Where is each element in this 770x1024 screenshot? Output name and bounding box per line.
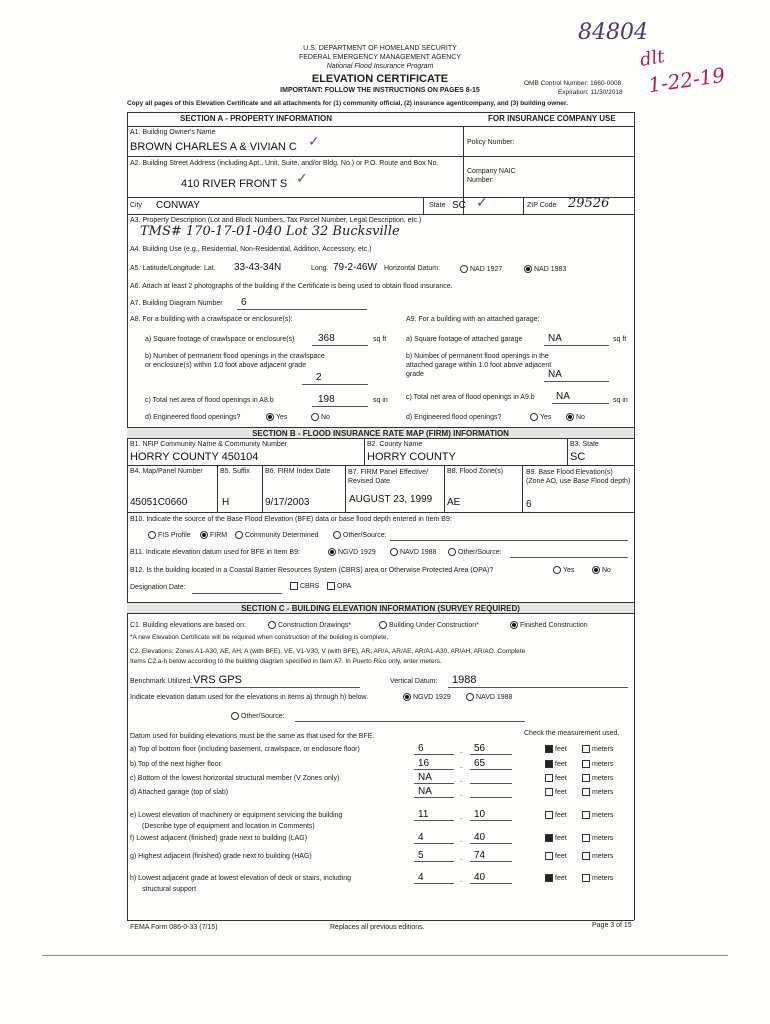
unit-meters-option[interactable]: meters (582, 760, 613, 768)
state-value: SC (452, 200, 466, 211)
elevation-feet-value: 16 (418, 758, 430, 769)
elevation-row-label: h) Lowest adjacent grade at lowest elevation of deck or stairs, including (130, 875, 352, 882)
elevation-inches-value: 56 (474, 743, 486, 754)
naic-label: Company NAIC Number: (467, 168, 516, 184)
a9d-yes-option[interactable]: Yes (530, 413, 551, 421)
c1-drawings-option[interactable]: Construction Drawings* (268, 621, 351, 629)
unit-meters-option[interactable]: meters (582, 834, 613, 842)
elevation-feet-value: 5 (418, 850, 424, 861)
important-note: IMPORTANT: FOLLOW THE INSTRUCTIONS ON PAGES 8-15 (280, 87, 480, 94)
checkbox-feet[interactable] (545, 774, 553, 782)
elevation-feet-value: 4 (418, 832, 424, 843)
longitude-label: Long. (311, 265, 329, 272)
radio-c-ngvd[interactable] (403, 693, 411, 701)
c-navd-option[interactable]: NAVD 1988 (466, 693, 512, 701)
a9a-label: a) Square footage of attached garage (406, 336, 523, 343)
cbrs-option[interactable]: CBRS (290, 582, 319, 590)
a8d-yes-option[interactable]: Yes (266, 413, 287, 421)
elevation-feet-value: NA (418, 786, 432, 797)
b6-firm-index-date: 9/17/2003 (265, 497, 310, 508)
a9b-label: b) Number of permanent flood openings in the attached garage within 1.0 foot above adjacent grade (406, 353, 552, 378)
b9-bfe: 6 (526, 499, 532, 510)
b5-suffix: H (222, 497, 230, 508)
benchmark-value: VRS GPS (193, 674, 242, 686)
radio-nad-1983[interactable] (524, 265, 532, 273)
b12-no-option[interactable]: No (592, 566, 611, 574)
elevation-feet-value: 4 (418, 872, 424, 883)
b5-label: B5. Suffix (220, 468, 250, 475)
state-label: State (429, 202, 446, 209)
city-value: CONWAY (156, 200, 200, 211)
unit-feet-option[interactable]: feet (545, 874, 567, 882)
b2-county: HORRY COUNTY (367, 451, 456, 463)
c-ngvd-option[interactable]: NGVD 1929 (403, 693, 451, 701)
city-label: City (130, 202, 143, 209)
elevation-row-label: b) Top of the next higher floor (130, 761, 221, 768)
unit-feet-option[interactable]: feet (545, 834, 567, 842)
a8b-value: 2 (316, 372, 322, 383)
c1-label: C1. Building elevations are based on: (130, 622, 246, 629)
unit-feet-option[interactable]: feet (545, 811, 567, 819)
elevation-row-label: a) Top of bottom floor (including basement, crawlspace, or enclosure floor) (130, 746, 360, 753)
handwritten-initials: dlt (638, 46, 667, 71)
elevation-row-label-2: structural support (142, 886, 197, 893)
checkbox-feet[interactable] (545, 745, 553, 753)
elevation-row-label: e) Lowest elevation of machinery or equipment servicing the building (130, 812, 343, 819)
radio-a9d-no[interactable] (566, 413, 574, 421)
b10-fis-option[interactable]: FIS Profile (148, 531, 191, 539)
horizontal-datum-label: Horizontal Datum: (384, 265, 441, 272)
elevation-row-label: g) Highest adjacent (finished) grade next to building (HAG) (130, 853, 312, 860)
b12-yes-option[interactable]: Yes (553, 566, 574, 574)
a8d-label: d) Engineered flood openings? (145, 414, 241, 421)
radio-b12-no[interactable] (592, 566, 600, 574)
c1-under-construction-option[interactable]: Building Under Construction* (379, 621, 479, 629)
c2-text-1: C2. Elevations: Zones A1-A30, AE, AH, A (with BFE), VE, V1-V30, V (with BFE), AR, AR/A, AR/AE, AR/A1-A30, AR/AH, AR/AO. Complete (130, 648, 526, 655)
zip-label: ZIP Code (527, 202, 557, 209)
handwritten-date: 1-22-19 (646, 62, 727, 98)
checkbox-feet[interactable] (545, 852, 553, 860)
nad-1927-option[interactable]: NAD 1927 (460, 265, 502, 273)
radio-other-source[interactable] (333, 531, 341, 539)
new-certificate-note: *A new Elevation Certificate will be required when construction of the building is complete. (130, 634, 389, 641)
b11-label: B11. Indicate elevation datum used for BFE in Item B9: (130, 549, 300, 556)
radio-a8d-yes[interactable] (266, 413, 274, 421)
vertical-datum-value: 1988 (452, 674, 477, 686)
a9a-value: NA (548, 333, 562, 344)
program-name: National Flood Insurance Program (326, 63, 434, 70)
replaces-note: Replaces all previous editions. (330, 924, 425, 931)
c1-finished-option[interactable]: Finished Construction (510, 621, 588, 629)
b11-navd-option[interactable]: NAVD 1988 (390, 548, 436, 556)
checkbox-feet[interactable] (545, 811, 553, 819)
longitude-value: 79-2-46W (333, 262, 377, 273)
b6-label: B6. FIRM Index Date (265, 468, 331, 475)
unit-meters-option[interactable]: meters (582, 788, 613, 796)
unit-feet-option[interactable]: feet (545, 745, 567, 753)
check-measurement-label: Check the measurement used. (524, 730, 620, 737)
checkbox-meters[interactable] (582, 788, 590, 796)
b10-label: B10. Indicate the source of the Base Flood Elevation (BFE) data or base flood depth entered in Item B9: (130, 516, 452, 523)
elevation-inches-value: 10 (474, 809, 486, 820)
b1-community: HORRY COUNTY 450104 (130, 451, 259, 463)
form-number: FEMA Form 086-0-33 (7/15) (130, 924, 218, 931)
a9a-unit: sq ft (613, 336, 627, 343)
b3-label: B3. State (570, 441, 599, 448)
c-other-option[interactable]: Other/Source: (231, 712, 285, 720)
radio-community-determined[interactable] (235, 531, 243, 539)
b4-label: B4. Map/Panel Number (130, 468, 203, 475)
insurance-use-title: FOR INSURANCE COMPANY USE (488, 114, 616, 123)
elevation-row-label-2: (Describe type of equipment and location in Comments) (142, 823, 315, 830)
a7-label: A7. Building Diagram Number (130, 300, 223, 307)
radio-finished-construction[interactable] (510, 621, 518, 629)
a9c-label: c) Total net area of flood openings in A9.b (406, 394, 535, 401)
b2-label: B2. County Name (367, 441, 423, 448)
b11-ngvd-option[interactable]: NGVD 1929 (328, 548, 376, 556)
a9d-label: d) Engineered flood openings? (406, 414, 502, 421)
form-title: ELEVATION CERTIFICATE (311, 73, 449, 85)
a9-label: A9. For a building with an attached garage: (406, 316, 540, 323)
unit-meters-option[interactable]: meters (582, 745, 613, 753)
b11-other-option[interactable]: Other/Source: (448, 548, 502, 556)
a9b-value: NA (548, 369, 562, 380)
b4-map-panel: 45051C0660 (130, 497, 188, 508)
radio-a8d-no[interactable] (311, 413, 319, 421)
page-number: Page 3 of 15 (592, 922, 632, 929)
copy-instructions: Copy all pages of this Elevation Certificate and all attachments for (1) community official, (2) insurance agent/company, and (3) building owner. (127, 100, 568, 107)
b7-label: B7. FIRM Panel Effective/ Revised Date (348, 469, 429, 485)
elevation-row-label: d) Attached garage (top of slab) (130, 789, 229, 796)
checkbox-meters[interactable] (582, 834, 590, 842)
radio-construction-drawings[interactable] (268, 621, 276, 629)
elevation-feet-value: 6 (418, 743, 424, 754)
b10-other-option[interactable]: Other/Source: (333, 531, 387, 539)
a4-label: A4. Building Use (e.g., Residential, Non-Residential, Addition, Accessory, etc.) (130, 246, 372, 253)
b8-flood-zone: AE (447, 497, 461, 508)
b1-label: B1. NFIP Community Name & Community Number (130, 441, 288, 448)
a8c-label: c) Total net area of flood openings in A8.b (145, 397, 274, 404)
a8a-unit: sq ft (373, 336, 387, 343)
elevation-feet-value: 11 (418, 809, 429, 820)
radio-under-construction[interactable] (379, 621, 387, 629)
checkbox-feet[interactable] (545, 760, 553, 768)
elevation-inches-value: 40 (474, 832, 486, 843)
a8a-value: 368 (318, 333, 335, 344)
b8-label: B8. Flood Zone(s) (447, 468, 504, 475)
unit-meters-option[interactable]: meters (582, 811, 613, 819)
checkbox-meters[interactable] (582, 811, 590, 819)
a5-label: A5. Latitude/Longitude: Lat. (130, 265, 216, 272)
check-mark-icon: ✓ (476, 195, 488, 211)
elevation-inches-value: 65 (474, 758, 486, 769)
a1-owner-name: BROWN CHARLES A & VIVIAN C (130, 141, 297, 153)
opa-option[interactable]: OPA (327, 582, 351, 590)
elevation-inches-value: 74 (474, 850, 486, 861)
check-mark-icon: ✓ (296, 171, 308, 187)
a9c-unit: sq in (613, 397, 628, 404)
section-b-title: SECTION B - FLOOD INSURANCE RATE MAP (FIRM) INFORMATION (127, 427, 634, 439)
designation-date-label: Designation Date: (130, 584, 186, 591)
a2-street-address: 410 RIVER FRONT S (181, 178, 288, 190)
checkbox-meters[interactable] (582, 745, 590, 753)
elevation-certificate-page: 84804 dlt 1-22-19 U.S. DEPARTMENT OF HOMELAND SECURITY FEDERAL EMERGENCY MANAGEMENT AGENCY National Flood Insurance Program ELEVATION CERTIFICATE IMPORTANT: FOLLOW THE INSTRUCTIONS ON PAGES 8-15 OMB Control Number: 1660-0008 Expiration: 11/30/2018 Copy all pages of this Elevation Certificate and all attachments for (1) community official, (2) insurance agent/company, and (3) building owner. SECTION A - PROPERTY INFORMATION FOR INSURANCE COMPANY USE A1. Building Owner's Name BROWN CHARLES A & VIVIAN C ✓ Policy Number: A2. Building Street Address (including Apt., Unit, Suite, and/or Bldg. No.) or P.O. Route and Box No. 410 RIVER FRONT S ✓ Company NAIC Number: City CONWAY State SC ✓ ZIP Code 29526 A3. Property Description (Lot and Block Numbers, Tax Parcel Number, Legal Description, etc.) TMS# 170-17-01-040 Lot 32 Bucksville A4. Building Use (e.g., Residential, Non-Residential, Addition, Accessory, etc.) A5. Latitude/Longitude: Lat. 33-43-34N Long. 79-2-46W Horizontal Datum: NAD 1927 NAD 1983 A6. Attach at least 2 photographs of the building if the Certificate is being used to obtain flood insurance. A7. Building Diagram Number 6 A8. For a building with a crawlspace or enclosure(s): A9. For a building with an attached garage: a) Square footage of crawlspace or enclosure(s) 368 sq ft a) Square footage of attached garage NA sq ft b) Number of permanent flood openings in the crawlspace or enclosure(s) within 1.0 foot above adjacent grade 2 b) Number of permanent flood openings in the attached garage within 1.0 foot above adjacent grade NA c) Total net area of flood openings in A8.b 198 sq in c) Total net area of flood openings in A9.b NA sq in d) Engineered flood openings? Yes No d) Engineered flood openings? Yes No SECTION B - FLOOD INSURANCE RATE MAP (FIRM) INFORMATION B1. NFIP Community Name & Community Number HORRY COUNTY 450104 B2. County Name HORRY COUNTY B3. State SC B4. Map/Panel Number 45051C0660 B5. Suffix H B6. FIRM Index Date 9/17/2003 B7. FIRM Panel Effective/ Revised Date AUGUST 23, 1999 B8. Flood Zone(s) AE B9. Base Flood Elevation(s) (Zone AO, use Base Flood depth) 6 B10. Indicate the source of the Base Flood Elevation (BFE) data or base flood depth entered in Item B9: FIS Profile FIRM Community Determined Other/Source: B11. Indicate elevation datum used for BFE in Item B9: NGVD 1929 NAVD 1988 Other/Source: B12. Is the building located in a Coastal Barrier Resources System (CBRS) area or Otherwise Protected Area (OPA)? Yes No Designation Date: CBRS OPA SECTION C - BUILDING ELEVATION INFORMATION (SURVEY REQUIRED) C1. Building elevations are based on: Construction Drawings* Building Under Construction* Finished Construction *A new Elevation Certificate will be required when construction of the building is complete. C2. Elevations: Zones A1-A30, AE, AH, A (with BFE), VE, V1-V30, V (with BFE), AR, AR/A, AR/AE, AR/A1-A30, AR/AH, AR/AO. Complete Items C2.a-h below according to the building diagram specified in Item A7. In Puerto Rico only, enter meters. Benchmark Utilized: VRS GPS Vertical Datum: 1988 Indicate elevation datum used for the elevations in items a) through h) below. NGVD 1929 NAVD 1988 Other/Source: Datum used for building elevations must be the same as that used for the BFE. Check the measurement used. a) Top of bottom floor (including basement, crawlspace, or enclosure floor) 6 . 56 feet meters b) Top of the next higher floor 16 . 65 feet meters c) Bottom of the lowest horizontal structural member (V Zones only) NA . feet meters d) Attached garage (top of slab) NA . feet meters e) Lowest elevation of machinery or equipment servicing the building (Describe type of equipment and location in Comments) 11 . 10 feet meters f) Lowest adjacent (finished) grade next to building (LAG) 4 . 40 feet meters g) Highest adjacent (finished) grade next to building (HAG) 5 . 74 feet meters h) Lowest adjacent grade at lowest elevation of deck or stairs, including structural support 4 . 40 feet meters FEMA Form 086-0-33 (7/15) Replaces all previous editions. Page 3 of 15 (0, 0, 770, 1024)
unit-meters-option[interactable]: meters (582, 874, 613, 882)
elevation-row-label: f) Lowest adjacent (finished) grade next to building (LAG) (130, 835, 308, 842)
a6-label: A6. Attach at least 2 photographs of the building if the Certificate is being used to obtain flood insurance. (130, 283, 453, 290)
radio-a9d-yes[interactable] (530, 413, 538, 421)
indicate-datum-label: Indicate elevation datum used for the elevations in items a) through h) below. (130, 694, 369, 701)
a9d-no-option[interactable]: No (566, 413, 585, 421)
radio-b12-yes[interactable] (553, 566, 561, 574)
unit-meters-option[interactable]: meters (582, 774, 613, 782)
datum-note: Datum used for building elevations must be the same as that used for the BFE. (130, 733, 375, 740)
radio-firm[interactable] (200, 531, 208, 539)
a8-label: A8. For a building with a crawlspace or enclosure(s): (130, 316, 293, 323)
checkbox-opa[interactable] (327, 582, 335, 590)
unit-feet-option[interactable]: feet (545, 774, 567, 782)
elevation-feet-value: NA (418, 772, 432, 783)
radio-b11-navd[interactable] (390, 548, 398, 556)
a3-label: A3. Property Description (Lot and Block Numbers, Tax Parcel Number, Legal Description, etc.) (130, 217, 422, 224)
b10-community-option[interactable]: Community Determined (235, 531, 319, 539)
a8c-value: 198 (318, 394, 335, 405)
benchmark-label: Benchmark Utilized: (130, 678, 193, 685)
expiration-date: Expiration: 11/30/2018 (558, 89, 623, 96)
checkbox-meters[interactable] (582, 874, 590, 882)
agency-line-2: FEDERAL EMERGENCY MANAGEMENT AGENCY (298, 54, 462, 61)
latitude-value: 33-43-34N (234, 262, 282, 273)
radio-b11-ngvd[interactable] (328, 548, 336, 556)
a7-diagram-number: 6 (241, 297, 247, 308)
checkbox-meters[interactable] (582, 774, 590, 782)
section-a-title: SECTION A - PROPERTY INFORMATION (180, 114, 333, 123)
b12-label: B12. Is the building located in a Coastal Barrier Resources System (CBRS) area or Otherwise Protected Area (OPA)? (130, 567, 494, 574)
omb-number: OMB Control Number: 1660-0008 (524, 80, 622, 87)
elevation-inches-value: 40 (474, 872, 486, 883)
radio-b11-other[interactable] (448, 548, 456, 556)
radio-c-other[interactable] (231, 712, 239, 720)
a8c-unit: sq in (373, 397, 388, 404)
checkbox-feet[interactable] (545, 874, 553, 882)
radio-nad-1927[interactable] (460, 265, 468, 273)
vertical-datum-label: Vertical Datum: (390, 678, 438, 685)
checkbox-cbrs[interactable] (290, 582, 298, 590)
agency-line-1: U.S. DEPARTMENT OF HOMELAND SECURITY (303, 45, 457, 52)
unit-feet-option[interactable]: feet (545, 852, 567, 860)
a3-property-description: TMS# 170-17-01-040 Lot 32 Bucksville (140, 224, 400, 239)
checkbox-meters[interactable] (582, 760, 590, 768)
policy-number-label: Policy Number: (467, 139, 515, 146)
elevation-row-label: c) Bottom of the lowest horizontal structural member (V Zones only) (130, 775, 340, 782)
a9c-value: NA (556, 391, 570, 402)
unit-feet-option[interactable]: feet (545, 760, 567, 768)
checkbox-meters[interactable] (582, 852, 590, 860)
unit-meters-option[interactable]: meters (582, 852, 613, 860)
checkbox-feet[interactable] (545, 834, 553, 842)
a1-label: A1. Building Owner's Name (130, 129, 216, 136)
a8d-no-option[interactable]: No (311, 413, 330, 421)
a8a-label: a) Square footage of crawlspace or enclosure(s) (145, 336, 295, 343)
b3-state: SC (570, 451, 586, 463)
c2-text-2: Items C2.a-h below according to the building diagram specified in Item A7. In Puerto Rico only, enter meters. (130, 658, 442, 665)
zip-value: 29526 (568, 196, 610, 211)
unit-feet-option[interactable]: feet (545, 788, 567, 796)
b10-firm-option[interactable]: FIRM (200, 531, 227, 539)
b7-effective-date: AUGUST 23, 1999 (349, 494, 433, 505)
radio-c-navd[interactable] (466, 693, 474, 701)
radio-fis-profile[interactable] (148, 531, 156, 539)
check-mark-icon: ✓ (308, 134, 320, 150)
b9-label: B9. Base Flood Elevation(s) (Zone AO, use Base Flood depth) (526, 469, 631, 485)
handwritten-file-number: 84804 (578, 20, 648, 45)
nad-1983-option[interactable]: NAD 1983 (524, 265, 566, 273)
checkbox-feet[interactable] (545, 788, 553, 796)
a2-label: A2. Building Street Address (including Apt., Unit, Suite, and/or Bldg. No.) or P.O. Route and Box No. (130, 160, 439, 167)
a8b-label: b) Number of permanent flood openings in the crawlspace or enclosure(s) within 1.0 foot above adjacent grade (145, 353, 325, 369)
section-c-title: SECTION C - BUILDING ELEVATION INFORMATION (SURVEY REQUIRED) (127, 602, 634, 614)
